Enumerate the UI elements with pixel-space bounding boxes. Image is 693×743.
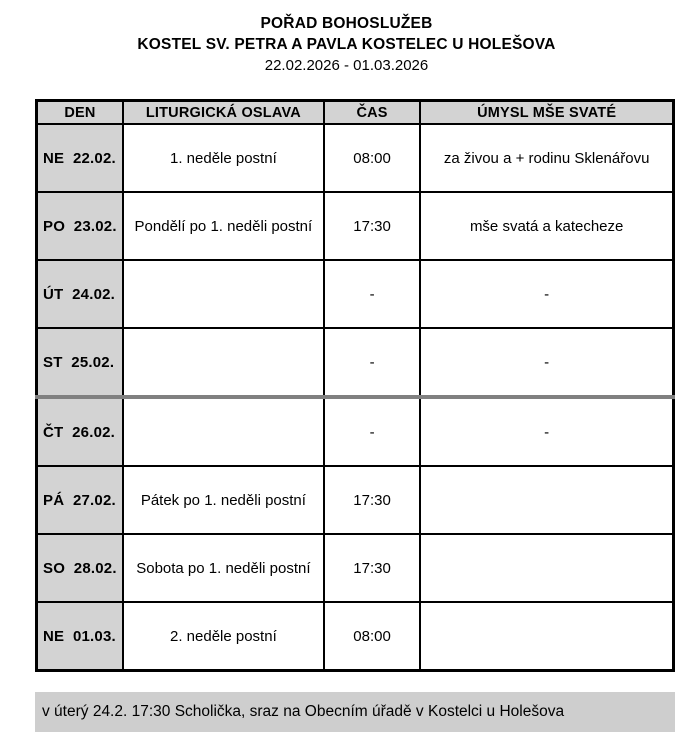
schedule-body [37,124,674,671]
liturgy-cell: 2. neděle postní [123,602,324,671]
table-row [37,397,674,466]
time-cell: 08:00 [324,124,420,192]
intention-cell [420,602,673,671]
table-row [37,192,674,260]
table-row [37,260,674,328]
table-row [37,124,674,192]
column-header-time: ČAS [324,101,420,125]
liturgy-cell [123,260,324,328]
title-block [0,0,693,76]
day-cell: ČT 26.02. [37,397,123,466]
time-cell: 17:30 [324,466,420,534]
day-cell: NE 22.02. [37,124,123,192]
column-header-intention: ÚMYSL MŠE SVATÉ [420,101,673,125]
column-header-liturgy: LITURGICKÁ OSLAVA [123,101,324,125]
liturgy-cell [123,328,324,397]
liturgy-cell: Pondělí po 1. neděli postní [123,192,324,260]
time-cell: - [324,328,420,397]
day-cell: ST 25.02. [37,328,123,397]
liturgy-cell: Sobota po 1. neděli postní [123,534,324,602]
date-range: 22.02.2026 - 01.03.2026 [264,57,429,74]
intention-cell: - [420,260,673,328]
time-cell: - [324,397,420,466]
table-header-row [37,101,674,125]
day-cell: PO 23.02. [37,192,123,260]
footer-note-bar [35,692,675,732]
liturgy-cell: 1. neděle postní [123,124,324,192]
intention-cell: mše svatá a katecheze [420,192,673,260]
time-cell: - [324,260,420,328]
day-cell: NE 01.03. [37,602,123,671]
intention-cell: za živou a + rodinu Sklenářovu [420,124,673,192]
table-row [37,328,674,397]
liturgy-cell [123,397,324,466]
column-header-day: DEN [37,101,123,125]
liturgy-cell: Pátek po 1. neděli postní [123,466,324,534]
table-row [37,466,674,534]
time-cell: 17:30 [324,534,420,602]
intention-cell [420,534,673,602]
table-row [37,602,674,671]
footer-note-text: v úterý 24.2. 17:30 Scholička, sraz na Obecním úřadě v Kostelci u Holešova [42,703,565,720]
day-cell: PÁ 27.02. [37,466,123,534]
church-name: KOSTEL SV. PETRA A PAVLA KOSTELEC U HOLEŠOVA [137,36,556,53]
schedule-table [35,99,675,672]
day-cell: ÚT 24.02. [37,260,123,328]
time-cell: 08:00 [324,602,420,671]
page-title: POŘAD BOHOSLUŽEB [260,15,433,32]
intention-cell: - [420,328,673,397]
intention-cell [420,466,673,534]
table-row [37,534,674,602]
day-cell: SO 28.02. [37,534,123,602]
time-cell: 17:30 [324,192,420,260]
intention-cell: - [420,397,673,466]
